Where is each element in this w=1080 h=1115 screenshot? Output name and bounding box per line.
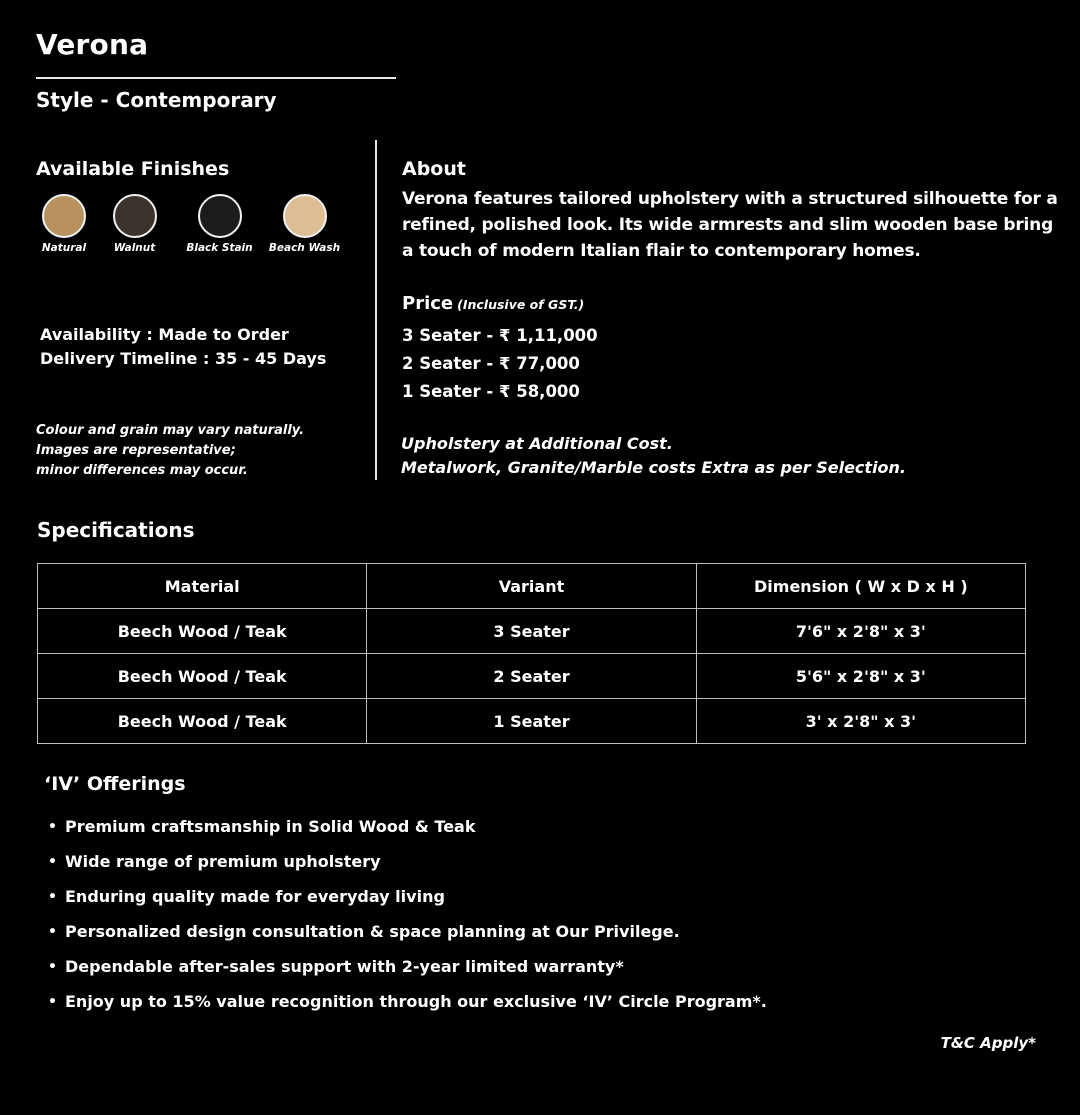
- finish-beach-wash[interactable]: [262, 194, 347, 254]
- dimension-cell: 7'6" x 2'8" x 3': [696, 609, 1025, 654]
- finish-label: Black Stain: [186, 242, 253, 254]
- price-list: [402, 322, 598, 406]
- upholstery-note: Upholstery at Additional Cost.: [401, 434, 673, 453]
- disclaimer-line: Colour and grain may vary naturally.: [36, 423, 305, 438]
- offering-text: Wide range of premium upholstery: [65, 852, 381, 871]
- list-item: [48, 814, 767, 849]
- metalwork-note: Metalwork, Granite/Marble costs Extra as per Selection.: [401, 458, 907, 477]
- variant-cell: 3 Seater: [367, 609, 696, 654]
- about-description: Verona features tailored upholstery with a structured silhouette for a refined, polished look. Its wide armrests and slim wooden base bring a touch of modern Italian flair to contemporary homes.: [402, 189, 1058, 261]
- variant-cell: 2 Seater: [367, 654, 696, 699]
- offering-text: Enjoy up to 15% value recognition through our exclusive ‘IV’ Circle Program*.: [65, 992, 767, 1011]
- variant-cell: 1 Seater: [367, 699, 696, 744]
- finish-swatches: [36, 194, 347, 254]
- bullet-icon: •: [48, 959, 57, 975]
- additional-cost-notes: [401, 432, 906, 480]
- bullet-icon: •: [48, 924, 57, 940]
- list-item: [48, 884, 767, 919]
- specifications-table: [37, 563, 1026, 744]
- table-row: [38, 654, 1026, 699]
- price-item: 1 Seater - ₹ 58,000: [402, 382, 580, 401]
- style-subtitle: Style - Contemporary: [36, 88, 277, 112]
- material-cell: Beech Wood / Teak: [38, 654, 367, 699]
- bullet-icon: •: [48, 889, 57, 905]
- offerings-heading: ‘IV’ Offerings: [44, 773, 186, 795]
- bullet-icon: •: [48, 994, 57, 1010]
- finish-disclaimer: [36, 421, 304, 481]
- offering-text: Dependable after-sales support with 2-year limited warranty*: [65, 957, 624, 976]
- finish-label: Walnut: [113, 242, 156, 254]
- beach-wash-swatch-icon: [283, 194, 327, 238]
- dimension-cell: 5'6" x 2'8" x 3': [696, 654, 1025, 699]
- table-row: [38, 699, 1026, 744]
- finish-walnut[interactable]: [92, 194, 177, 254]
- list-item: [48, 849, 767, 884]
- natural-swatch-icon: [42, 194, 86, 238]
- about-heading: About: [402, 158, 466, 180]
- column-header-dimension: Dimension ( W x D x H ): [696, 564, 1025, 609]
- column-header-variant: Variant: [367, 564, 696, 609]
- availability-text: Availability : Made to Order: [40, 325, 289, 344]
- material-cell: Beech Wood / Teak: [38, 609, 367, 654]
- list-item: [48, 954, 767, 989]
- specifications-heading: Specifications: [37, 518, 195, 542]
- bullet-icon: •: [48, 819, 57, 835]
- finish-natural[interactable]: [36, 194, 92, 254]
- list-item: [48, 919, 767, 954]
- delivery-timeline: Delivery Timeline : 35 - 45 Days: [40, 349, 327, 368]
- table-header-row: [38, 564, 1026, 609]
- price-title: Price: [402, 293, 454, 314]
- column-divider: [375, 140, 377, 480]
- price-item: 3 Seater - ₹ 1,11,000: [402, 326, 598, 345]
- table-row: [38, 609, 1026, 654]
- dimension-cell: 3' x 2'8" x 3': [696, 699, 1025, 744]
- title-divider: [36, 77, 396, 79]
- column-header-material: Material: [38, 564, 367, 609]
- terms-note: T&C Apply*: [940, 1034, 1036, 1052]
- availability-info: [40, 323, 326, 371]
- black-stain-swatch-icon: [198, 194, 242, 238]
- walnut-swatch-icon: [113, 194, 157, 238]
- finish-label: Natural: [41, 242, 87, 254]
- finish-label: Beach Wash: [268, 242, 341, 254]
- finishes-heading: Available Finishes: [36, 158, 230, 180]
- disclaimer-line: Images are representative;: [36, 443, 236, 458]
- offering-text: Enduring quality made for everyday living: [65, 887, 445, 906]
- price-heading: [402, 293, 584, 314]
- product-title: Verona: [36, 28, 149, 61]
- price-gst-note: (Inclusive of GST.): [457, 297, 585, 312]
- disclaimer-line: minor differences may occur.: [36, 463, 248, 478]
- list-item: [48, 989, 767, 1024]
- price-item: 2 Seater - ₹ 77,000: [402, 354, 580, 373]
- offering-text: Premium craftsmanship in Solid Wood & Teak: [65, 817, 476, 836]
- finish-black-stain[interactable]: [177, 194, 262, 254]
- material-cell: Beech Wood / Teak: [38, 699, 367, 744]
- offerings-list: [48, 814, 767, 1024]
- offering-text: Personalized design consultation & space planning at Our Privilege.: [65, 922, 680, 941]
- bullet-icon: •: [48, 854, 57, 870]
